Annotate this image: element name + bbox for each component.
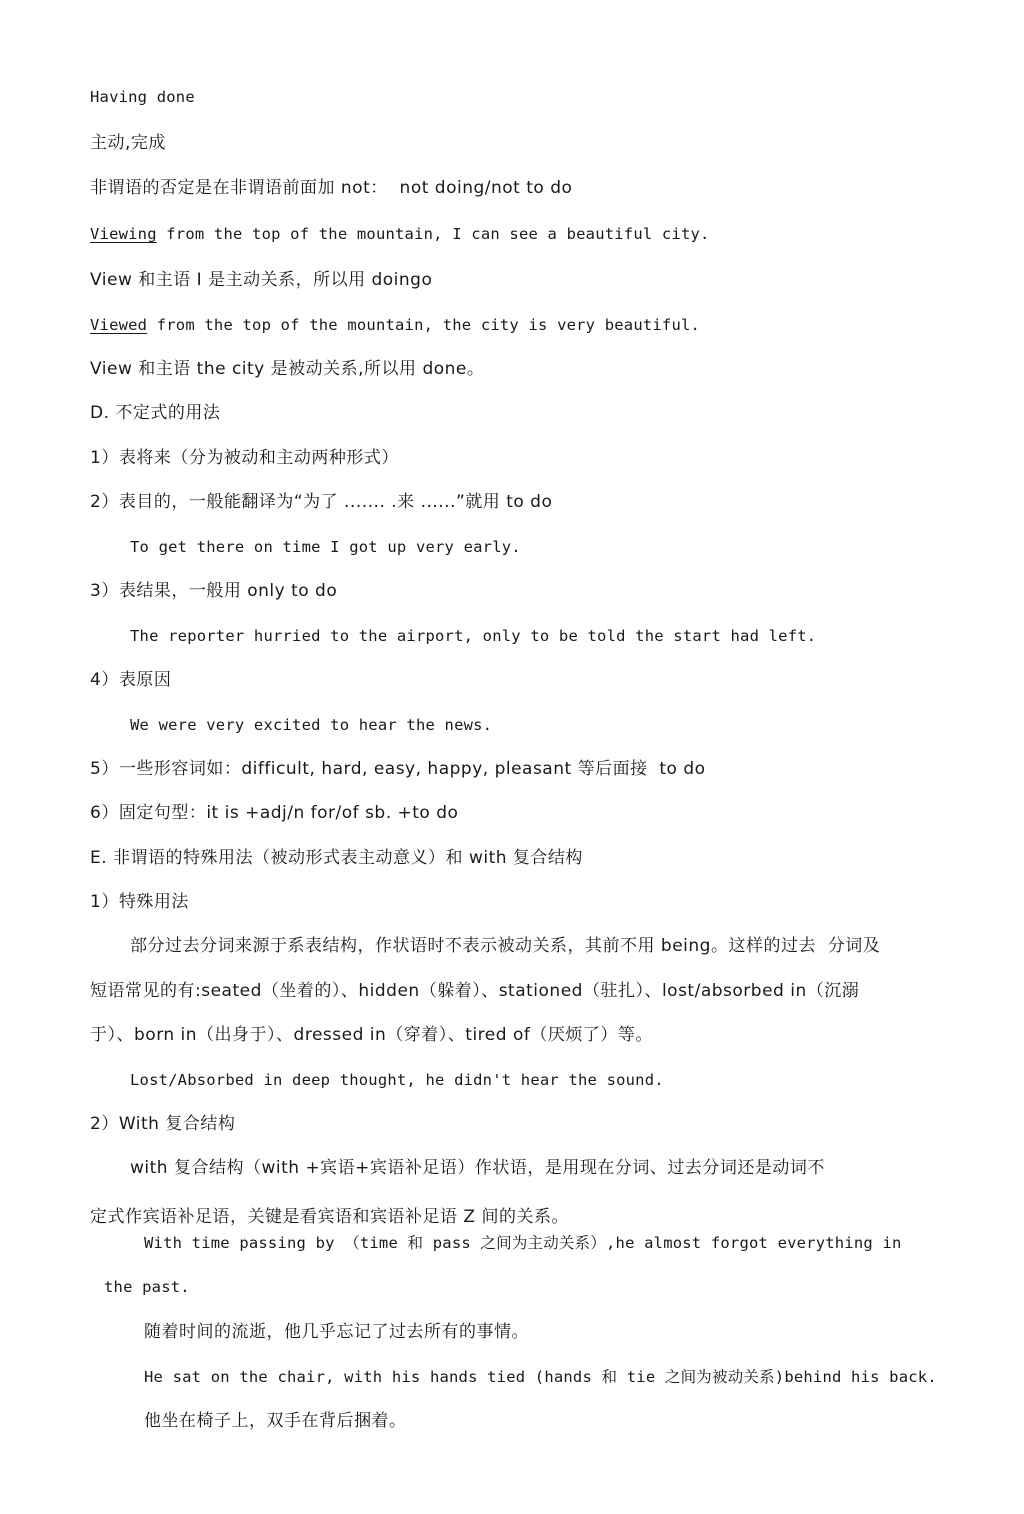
negation-rule: 非谓语的否定是在非谓语前面加 not： not doing/not to do [90,178,573,198]
example-viewed [90,314,700,336]
item-5-adjectives: 5）一些形容词如：difficult, hard, easy, happy, pleasant 等后面接 to do [90,759,706,779]
item-4-reason: 4）表原因 [90,670,172,690]
example-text: from the top of the mountain, I can see a beautiful city. [156,225,710,243]
paragraph-line-3: 于）、born in（出身于）、dressed in（穿着）、tired of（厌烦了）等。 [90,1025,653,1045]
example-with-time-cont: the past. [104,1278,190,1296]
translation-time: 随着时间的流逝，他几乎忘记了过去所有的事情。 [144,1322,529,1342]
subsection-2-heading: 2）With 复合结构 [90,1114,236,1134]
item-3-result: 3）表结果，一般用 only to do [90,581,338,601]
item-2-purpose: 2）表目的，一般能翻译为“为了 ....... .来 ......”就用 to do [90,492,553,512]
item-6-fixed-pattern: 6）固定句型：it is +adj/n for/of sb. +to do [90,803,459,823]
example-viewing [90,223,710,245]
example-hands-tied: He sat on the chair, with his hands tied (hands 和 tie 之间为被动关系)behind his back. [144,1368,937,1386]
paragraph-line-2: 短语常见的有:seated（坐着的）、hidden（躲着）、stationed（驻扎）、lost/absorbed in（沉溺 [90,981,860,1001]
translation-hands-tied: 他坐在椅子上，双手在背后捆着。 [144,1411,407,1431]
section-d-heading: D. 不定式的用法 [90,403,221,423]
example-purpose: To get there on time I got up very early. [130,538,521,556]
section-e-heading: E. 非谓语的特殊用法（被动形式表主动意义）和 with 复合结构 [90,848,583,868]
paragraph-with-line-1: with 复合结构（with +宾语+宾语补足语）作状语，是用现在分词、过去分词还是动词不 [130,1158,825,1178]
paragraph-with-line-2: 定式作宾语补足语，关键是看宾语和宾语补足语 Z 间的关系。 [90,1207,569,1227]
underlined-word: Viewing [90,225,157,243]
example-lost: Lost/Absorbed in deep thought, he didn't hear the sound. [130,1071,664,1089]
example-text: from the top of the mountain, the city is very beautiful. [147,316,701,334]
example-reason: We were very excited to hear the news. [130,716,493,734]
subsection-1-heading: 1）特殊用法 [90,892,189,912]
explanation-active: View 和主语 I 是主动关系，所以用 doingo [90,270,433,290]
label-active-perfect: 主动,完成 [90,133,166,153]
underlined-word: Viewed [90,316,148,334]
example-result: The reporter hurried to the airport, only to be told the start had left. [130,627,817,645]
heading-having-done: Having done [90,88,195,106]
item-1-future: 1）表将来（分为被动和主动两种形式） [90,448,399,468]
paragraph-line-1: 部分过去分词来源于系表结构，作状语时不表示被动关系，其前不用 being。这样的过去 分词及 [130,936,881,956]
example-with-time: With time passing by （time 和 pass 之间为主动关系）,he almost forgot everything in [144,1234,902,1252]
explanation-passive: View 和主语 the city 是被动关系,所以用 done。 [90,359,485,379]
